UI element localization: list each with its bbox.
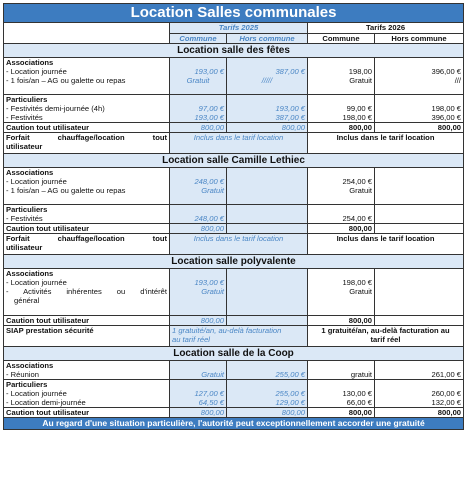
price-value: 248,00 € xyxy=(194,214,224,223)
price-value: 387,00 € xyxy=(275,113,305,122)
caution-value: 800,00 xyxy=(375,123,464,133)
group-title: Associations xyxy=(6,361,54,370)
price-value: 193,00 € xyxy=(194,278,224,287)
price-value: 193,00 € xyxy=(275,104,305,113)
empty-cell xyxy=(227,316,308,326)
header-hors-commune-2026: Hors commune xyxy=(375,34,464,44)
section-title-coop: Location salle de la Coop xyxy=(4,347,464,361)
table-row xyxy=(4,316,464,326)
row-item: - Location journée xyxy=(6,177,67,186)
row-item: - Réunion xyxy=(6,370,39,379)
forfait-line: Forfait chauffage/location tout xyxy=(6,133,167,142)
caution-label: Caution tout utilisateur xyxy=(4,224,170,234)
caution-value: 800,00 xyxy=(170,316,227,326)
table-row xyxy=(4,361,464,380)
row-item: - Activités inhérentes ou d'intérêt xyxy=(6,287,167,296)
price-value: Gratuit xyxy=(349,287,372,296)
row-label-particuliers xyxy=(4,205,170,224)
row-item: général xyxy=(14,296,40,305)
row-item: - Festivités demi-journée (4h) xyxy=(6,104,105,113)
price-cell xyxy=(170,168,227,205)
price-cell xyxy=(308,269,375,316)
siap-2025 xyxy=(170,326,308,347)
group-title: Associations xyxy=(6,269,54,278)
siap-2026 xyxy=(308,326,464,347)
section-title-fetes: Location salle des fêtes xyxy=(4,44,464,58)
price-value: 387,00 € xyxy=(275,67,305,76)
row-item: - Location journée xyxy=(6,278,67,287)
price-value: Gratuit xyxy=(349,186,372,195)
caution-value: 800,00 xyxy=(170,408,227,418)
siap-line: tarif réel xyxy=(370,335,401,344)
price-value: 396,00 € xyxy=(431,113,462,122)
price-value: 248,00 € xyxy=(194,177,224,186)
forfait-line: utilisateur xyxy=(6,142,43,151)
empty-cell xyxy=(375,205,464,224)
header-blank xyxy=(4,23,170,44)
price-cell xyxy=(308,205,375,224)
price-cell xyxy=(170,380,227,408)
price-cell xyxy=(375,380,464,408)
price-value: 129,00 € xyxy=(275,398,305,407)
forfait-line: Forfait chauffage/location tout xyxy=(6,234,167,243)
table-row xyxy=(4,380,464,408)
price-cell xyxy=(170,58,227,95)
row-item: - Location demi-journée xyxy=(6,398,86,407)
row-label-associations xyxy=(4,361,170,380)
caution-label: Caution tout utilisateur xyxy=(4,408,170,418)
group-title: Associations xyxy=(6,58,54,67)
empty-cell xyxy=(227,224,308,234)
caution-value: 800,00 xyxy=(170,123,227,133)
price-cell xyxy=(375,58,464,95)
price-cell xyxy=(170,269,227,316)
table-row xyxy=(4,58,464,95)
price-value: 193,00 € xyxy=(194,113,224,122)
price-value: Gratuit xyxy=(186,76,210,85)
caution-value: 800,00 xyxy=(308,224,375,234)
siap-label: SIAP prestation sécurité xyxy=(4,326,170,347)
row-item: - Location journée xyxy=(6,389,67,398)
price-cell xyxy=(308,361,375,380)
table-row xyxy=(4,224,464,234)
price-value: 255,00 € xyxy=(275,370,305,379)
price-value: 261,00 € xyxy=(431,370,462,379)
caution-value: 800,00 xyxy=(308,316,375,326)
price-cell xyxy=(375,95,464,123)
row-label-particuliers xyxy=(4,380,170,408)
header-hors-commune-2025: Hors commune xyxy=(227,34,308,44)
price-value: 99,00 € xyxy=(346,104,372,113)
empty-cell xyxy=(375,269,464,316)
forfait-2025: Inclus dans le tarif location xyxy=(170,234,308,255)
price-value: 254,00 € xyxy=(342,177,372,186)
document-title: Location Salles communales xyxy=(4,4,464,23)
row-label-associations xyxy=(4,58,170,95)
group-title: Particuliers xyxy=(6,380,48,389)
row-item: - Festivités xyxy=(6,113,43,122)
price-cell xyxy=(308,168,375,205)
table-row xyxy=(4,326,464,347)
caution-value: 800,00 xyxy=(375,408,464,418)
price-cell xyxy=(227,380,308,408)
price-cell xyxy=(308,380,375,408)
row-item: - 1 fois/an – AG ou galette ou repas xyxy=(6,186,126,195)
caution-label: Caution tout utilisateur xyxy=(4,316,170,326)
row-label-particuliers xyxy=(4,95,170,123)
group-title: Particuliers xyxy=(6,95,48,104)
table-row xyxy=(4,408,464,418)
empty-cell xyxy=(227,269,308,316)
table-row xyxy=(4,234,464,255)
row-item: - Festivités xyxy=(6,214,43,223)
siap-line: au tarif réel xyxy=(172,335,210,344)
empty-cell xyxy=(375,224,464,234)
price-value: gratuit xyxy=(350,370,372,379)
caution-value: 800,00 xyxy=(308,408,375,418)
header-tarifs-2026: Tarifs 2026 xyxy=(308,23,464,34)
footer-note: Au regard d'une situation particulière, l'autorité peut exceptionnellement accorder une gratuité xyxy=(4,418,464,430)
price-value: 396,00 € xyxy=(431,67,462,76)
row-item: - Location journée xyxy=(6,67,67,76)
price-value: 198,00 € xyxy=(342,278,372,287)
header-tarifs-2025: Tarifs 2025 xyxy=(170,23,308,34)
price-value: 132,00 € xyxy=(431,398,462,407)
forfait-label xyxy=(4,133,170,154)
row-label-associations xyxy=(4,269,170,316)
table-row xyxy=(4,133,464,154)
price-value: Gratuit xyxy=(349,76,372,85)
price-value: 198,00 € xyxy=(431,104,462,113)
price-value: 64,50 € xyxy=(198,398,224,407)
empty-cell xyxy=(375,316,464,326)
price-cell xyxy=(170,205,227,224)
price-value: /// xyxy=(454,76,462,85)
price-cell xyxy=(227,361,308,380)
price-value: 66,00 € xyxy=(346,398,372,407)
forfait-label xyxy=(4,234,170,255)
section-title-polyvalente: Location salle polyvalente xyxy=(4,255,464,269)
caution-label: Caution tout utilisateur xyxy=(4,123,170,133)
header-commune-2026: Commune xyxy=(308,34,375,44)
price-value: 255,00 € xyxy=(275,389,305,398)
price-cell xyxy=(375,361,464,380)
table-row xyxy=(4,205,464,224)
tariff-document xyxy=(3,3,463,430)
price-value: ///// xyxy=(261,76,273,85)
price-value: 130,00 € xyxy=(342,389,372,398)
table-row xyxy=(4,168,464,205)
tariff-table xyxy=(3,3,464,430)
price-value: Gratuit xyxy=(201,186,224,195)
caution-value: 800,00 xyxy=(227,408,308,418)
price-value: 193,00 € xyxy=(194,67,224,76)
price-value: 254,00 € xyxy=(342,214,372,223)
table-row xyxy=(4,123,464,133)
row-label-associations xyxy=(4,168,170,205)
price-value: Gratuit xyxy=(201,287,224,296)
forfait-2026: Inclus dans le tarif location xyxy=(308,133,464,154)
table-row xyxy=(4,269,464,316)
price-cell xyxy=(227,95,308,123)
forfait-line: utilisateur xyxy=(6,243,43,252)
table-row xyxy=(4,95,464,123)
price-value: 198,00 xyxy=(348,67,372,76)
price-value: 198,00 € xyxy=(342,113,372,122)
price-cell xyxy=(170,361,227,380)
price-value: 260,00 € xyxy=(431,389,462,398)
siap-line: 1 gratuité/an, au-delà facturation au xyxy=(321,326,450,335)
empty-cell xyxy=(375,168,464,205)
siap-line: 1 gratuité/an, au-delà facturation xyxy=(172,326,282,335)
price-cell xyxy=(308,58,375,95)
price-value: 97,00 € xyxy=(198,104,224,113)
caution-value: 800,00 xyxy=(170,224,227,234)
caution-value: 800,00 xyxy=(227,123,308,133)
empty-cell xyxy=(227,168,308,205)
forfait-2025: Inclus dans le tarif location xyxy=(170,133,308,154)
price-cell xyxy=(227,58,308,95)
price-cell xyxy=(170,95,227,123)
empty-cell xyxy=(227,205,308,224)
group-title: Associations xyxy=(6,168,54,177)
caution-value: 800,00 xyxy=(308,123,375,133)
section-title-lethiec: Location salle Camille Lethiec xyxy=(4,154,464,168)
forfait-2026: Inclus dans le tarif location xyxy=(308,234,464,255)
price-value: Gratuit xyxy=(201,370,224,379)
group-title: Particuliers xyxy=(6,205,48,214)
header-commune-2025: Commune xyxy=(170,34,227,44)
row-item: - 1 fois/an – AG ou galette ou repas xyxy=(6,76,126,85)
price-cell xyxy=(308,95,375,123)
price-value: 127,00 € xyxy=(194,389,224,398)
